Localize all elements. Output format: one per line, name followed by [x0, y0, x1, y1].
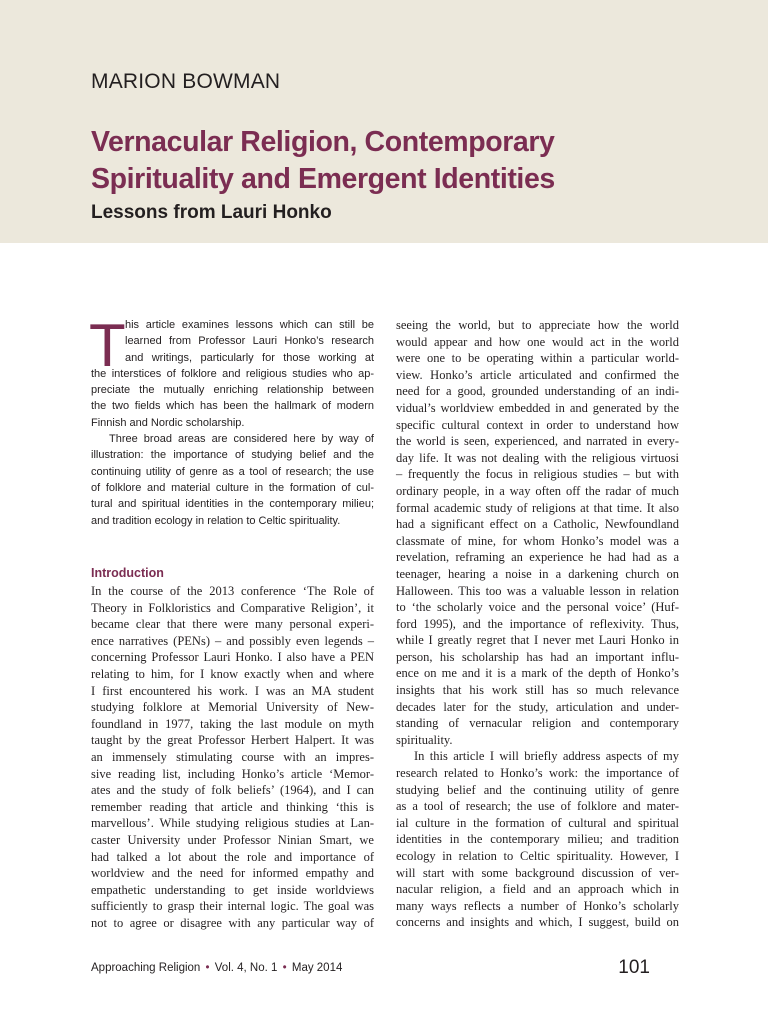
footer-citation — [91, 962, 342, 974]
body-line: view. Honko’s article articulated and confirmed the — [396, 367, 679, 382]
body-line: Halloween. This too was a valuable lesson in relation — [396, 583, 679, 598]
abstract-line: illustration: the importance of studying belief and the — [91, 449, 374, 462]
body-line: ence narratives (PENs) – and possibly even legends – — [91, 633, 374, 648]
left-column-body — [91, 583, 374, 931]
body-line: research related to Honko’s work: the importance of — [396, 766, 679, 781]
body-line: spirituality. — [396, 732, 453, 747]
abstract-line: and writings, particularly for those working at — [125, 351, 374, 364]
body-line: sufficiently to grasp their internal logic. The goal was — [91, 899, 374, 914]
journal-volume: Vol. 4, No. 1 — [214, 962, 278, 974]
abstract-line: learned from Professor Lauri Honko’s research — [125, 335, 374, 348]
body-line: Theory in Folkloristics and Comparative Religion’, it — [91, 600, 374, 615]
body-line: need for a good, grounded understanding of an indi- — [396, 384, 679, 399]
right-column-body — [396, 317, 679, 931]
body-line: vidual’s worldview embedded in and generated by the — [396, 400, 679, 415]
abstract-line: continuing utility of genre as a tool of research; the use — [91, 465, 374, 478]
author-name: MARION BOWMAN — [91, 70, 281, 93]
footer-separator: • — [205, 962, 210, 974]
body-line: ecology in relation to Celtic spirituality. However, I — [396, 849, 679, 863]
abstract-line: and tradition ecology in relation to Celtic spirituality. — [91, 514, 341, 527]
body-line: had a significant effect on a Catholic, Newfoundland — [396, 517, 679, 532]
page-number: 101 — [618, 957, 650, 978]
body-line: sive reading list, including Honko’s article ‘Memor- — [91, 766, 374, 781]
abstract-line: the interstices of folklore and religious studies who ap- — [91, 367, 374, 380]
body-line: became clear that there were many personal experi- — [91, 617, 374, 632]
body-line: were one to be operating within a particular world- — [396, 351, 679, 366]
section-heading-introduction: Introduction — [91, 566, 164, 580]
body-line: ence on me and it is a mark of the depth of Honko’s — [396, 666, 679, 681]
body-line: relating to him, for I know exactly when and where — [91, 666, 374, 681]
body-line: had talked a lot about the role and importance of — [91, 849, 374, 864]
body-line: worldview and the need for informed empathy and — [91, 866, 374, 881]
body-line: day life. It was not dealing with the religious virtuosi — [396, 450, 679, 465]
body-line: In this article I will briefly address aspects of my — [414, 749, 679, 764]
body-line: concerning Professor Lauri Honko. I also have a PEN — [91, 650, 374, 665]
article-title: Vernacular Religion, Contemporary Spirituality and Emergent Identities — [91, 126, 555, 195]
body-line: person, his scholarship has had an important influ- — [396, 649, 679, 664]
body-line: – frequently the focus in religious studies – but with — [396, 467, 679, 482]
body-line: to ‘the scholarly voice and the personal voice’ (Huf- — [396, 600, 679, 615]
body-line: studying belief and the continuing utility of genre — [396, 782, 679, 797]
body-line: marvellous’. While studying religious studies at Lan- — [91, 816, 374, 831]
abstract-line: Finnish and Nordic scholarship. — [91, 416, 245, 429]
body-line: caster University under Professor Ninian Smart, we — [91, 832, 374, 847]
body-line: decades later for the study, articulation and under- — [396, 699, 679, 714]
body-line: will start with some background discussion of ver- — [396, 865, 679, 880]
article-subtitle: Lessons from Lauri Honko — [91, 202, 332, 223]
body-line: standing of vernacular religion and contemporary — [396, 716, 679, 731]
body-line: studying folklore at Memorial University of New- — [91, 700, 374, 715]
abstract — [89, 312, 374, 529]
body-line: as a tool of research; the use of folklore and mater- — [396, 799, 679, 814]
body-line: many ways reflects a number of Honko’s scholarly — [396, 898, 679, 913]
drop-cap: T — [89, 312, 126, 379]
body-line: the world is seen, experienced, and narrated in every- — [396, 434, 679, 449]
abstract-line: preciate the mutually enriching relationship between — [91, 384, 374, 397]
body-line: revelation, reframing an experience he had had as a — [396, 550, 679, 565]
body-line: not to agree or disagree with any particular way of — [91, 915, 374, 930]
body-line: remember reading that article and thinking ‘this is — [91, 799, 374, 814]
footer-separator: • — [282, 962, 287, 974]
body-line: specific cultural context in order to understand how — [396, 417, 679, 432]
body-line: insights that his work still has so much relevance — [396, 683, 679, 698]
body-line: teenager, hearing a noise in a darkening church on — [396, 566, 679, 581]
abstract-line: the two fields which has been the hallmark of modern — [91, 400, 374, 413]
abstract-line: of folklore and material culture in the formation of cul- — [91, 481, 374, 494]
journal-name: Approaching Religion — [91, 962, 201, 974]
body-line: formal academic study of religions at that time. It also — [396, 500, 679, 515]
body-line: nacular religion, a field and an approach which in — [396, 882, 679, 897]
body-line: concerns and insights and which, I suggest, build on — [396, 915, 679, 930]
body-line: taught by the great Professor Herbert Halpert. It was — [91, 733, 374, 748]
body-line: ial culture in the formation of cultural and spiritual — [396, 815, 679, 830]
body-line: while I greatly regret that I never met Lauri Honko in — [396, 633, 679, 648]
body-line: seeing the world, but to appreciate how the world — [396, 318, 679, 332]
journal-date: May 2014 — [291, 962, 343, 974]
body-line: would appear and how one would act in the world — [396, 334, 679, 349]
body-line: identities in the contemporary milieu; and tradition — [396, 832, 679, 847]
body-line: ordinary people, in a way often off the radar of much — [396, 483, 679, 498]
abstract-line: his article examines lessons which can still be — [125, 319, 374, 331]
abstract-line: tural and spiritual identities in the contemporary milieu; — [91, 498, 374, 511]
body-line: empathetic understanding to get inside worldviews — [91, 882, 374, 897]
body-line: In the course of the 2013 conference ‘The Role of — [91, 584, 374, 598]
body-line: foundland in 1977, taking the last module on myth — [91, 716, 374, 731]
body-line: ates and the study of folk beliefs’ (1964), and I can — [91, 783, 374, 798]
body-line: classmate of mine, for whom Honko’s model was a — [396, 533, 679, 548]
body-line: ford 1995), and the importance of reflexivity. Thus, — [396, 616, 679, 631]
body-line: I first encountered his work. I was an MA student — [91, 683, 374, 698]
abstract-line: Three broad areas are considered here by way of — [109, 433, 374, 446]
body-line: an immensely stimulating course with an impres- — [91, 749, 374, 764]
